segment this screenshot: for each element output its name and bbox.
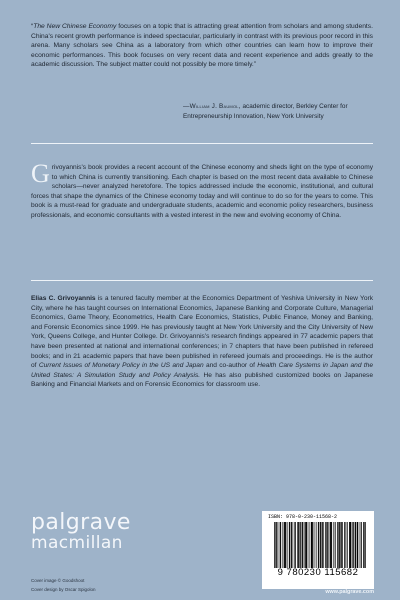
author-bio: [31, 294, 373, 390]
cover-credits: [31, 576, 96, 594]
isbn-digits: 9 780230 115682: [277, 567, 359, 578]
barcode-panel: [262, 511, 374, 589]
quote-attribution: [120, 102, 373, 121]
divider-middle: [31, 280, 373, 281]
bio-text-3: He has also published customized books on Japanese Banking and Financial Markets and on Forensic Economics for classroom use.: [31, 371, 373, 389]
attribution-name: —William J. Baumol,: [183, 103, 241, 110]
endorsement-quote: [31, 22, 373, 70]
publisher-logo: [31, 512, 131, 552]
open-quote-mark: “: [31, 23, 34, 30]
barcode-icon: [274, 522, 366, 568]
book-title-1: Current Issues of Monetary Policy in the US and Japan: [38, 362, 204, 370]
logo-macmillan: macmillan: [31, 533, 123, 553]
drop-cap: G: [31, 159, 50, 188]
description-text: rivoyannis's book provides a recent account of the Chinese economy and sheds light on the type of economy to which China is currently transitioning. Each chapter is based on the most recent data available to Chinese scholars—never analyzed heretofore. The topics addressed include the economic, institutional, and cultural forces that shape the dynamics of the Chinese economy today and will continue to do so for the years to come. This book is a must-read for graduate and undergraduate students, academic and economic policy researchers, business professionals, and economic consultants with a vested interest in the new and evolving economy of China.: [31, 164, 373, 219]
author-name: Elias C. Grivoyannis: [31, 295, 96, 302]
isbn-label: ISBN: 978-0-230-11568-2: [268, 514, 338, 520]
book-description: [31, 159, 373, 221]
cover-image-credit: Cover image © Goodshoot: [31, 578, 85, 583]
bio-text-1: is a tenured faculty member at the Economics Department of Yeshiva University in New York City, where he has taught courses on International Economics, Japanese Banking and Corporate Culture, Managerial Economics, Game Theory, Econometrics, Health Care Economics, Statistics, Public Finance, Money and Banking, and Forensic Economics since 1999. He has previously taught at New York University and the City University of New York, Queens College, and Hunter College. Dr. Grivoyannis's research findings appeared in 77 academic papers that have been presented at national and international conferences; in 7 chapters that have been published in refereed books; and in 21 academic papers that have been published in refereed journals and proceedings. He is the author of: [31, 295, 373, 370]
book-title-italic: The New Chinese Economy: [33, 23, 117, 30]
logo-palgrave: palgrave: [31, 510, 131, 535]
publisher-url: www.palgrave.com: [325, 589, 374, 595]
attribution-affiliation: academic director, Berkley Center for Entrepreneurship Innovation, New York University: [183, 103, 348, 120]
divider-top: [31, 143, 373, 144]
quote-body: focuses on a topic that is attracting great attention from scholars and among students. China's recent growth performance is indeed spectacular, particularly in contrast with its previous poor record in this arena. Many scholars see China as a laboratory from which other countries can learn how to improve their economic performances. This book focuses on very recent data and recent experience and adds greatly to the academic discussion. The subject matter could not possibly be more timely.”: [31, 23, 373, 68]
bio-text-2: and co-author of: [203, 362, 258, 370]
book-title-2: Health Care Systems in Japan and the United States: A Simulation Study and Policy Analysis.: [31, 362, 373, 379]
cover-design-credit: Cover design by Oscar Spigolon: [31, 587, 96, 592]
